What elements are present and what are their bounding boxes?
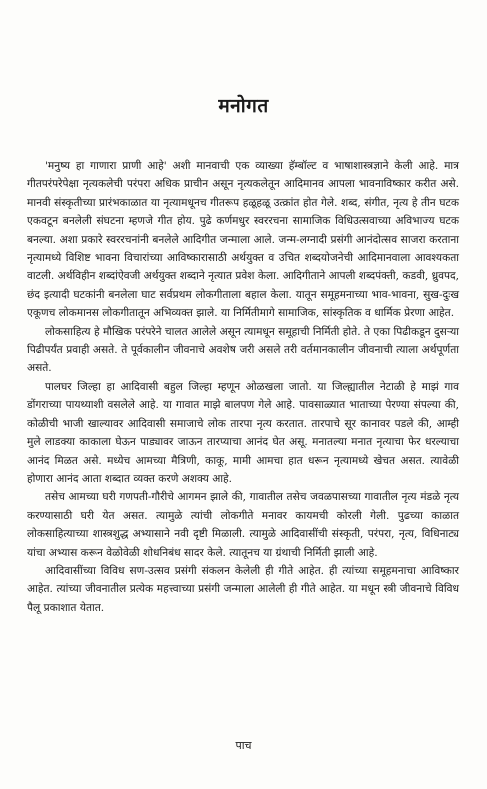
preface-body <box>27 157 459 617</box>
paragraph-2: लोकसाहित्य हे मौखिक परंपरेने चालत आलेले असून त्यामधून समूहाची निर्मिती होते. ते एका पिढीकडून दुसऱ्या पिढीपर्यंत प्रवाही असते. ते पूर्वकालीन जीवनाचे अवशेष जरी असले तरी वर्तमानकालीन जीवनाची त्याला अर्थपूर्णता असते. <box>27 325 459 375</box>
page-number: पाच <box>235 739 252 752</box>
paragraph-5: आदिवासींच्या विविध सण-उत्सव प्रसंगी संकलन केलेली ही गीते आहेत. ही त्यांच्या समूहमनाचा आविष्कार आहेत. त्यांच्या जीवनातील प्रत्येक महत्त्वाच्या प्रसंगी जन्माला आलेली ही गीते आहेत. या मधून स्त्री जीवनाचे विविध पैलू प्रकाशात येतात. <box>27 564 459 614</box>
paragraph-3: पालघर जिल्हा हा आदिवासी बहुल जिल्हा म्हणून ओळखला जातो. या जिल्ह्यातील नेटाळी हे माझं गाव डोंगराच्या पायथ्याशी वसलेले आहे. या गावात माझे बालपण गेले आहे. पावसाळ्यात भाताच्या पेरण्या संपल्या की, कोळीची भाजी खाल्यावर आदिवासी समाजाचे लोक तारपा नृत्य करतात. तारपाचे सूर कानावर पडले की, आम्ही मुले लाडक्या काकाला घेऊन पाड्यावर जाऊन तारप्याचा आनंद घेत असू. मनातल्या मनात नृत्याचा फेर धरल्याचा आनंद मिळत असे. मध्येच आमच्या मैत्रिणी, काकू, मामी आमचा हात धरून नृत्यामध्ये खेचत असत. त्यावेळी होणारा आनंद आता शब्दात व्यक्त करणे अशक्य आहे. <box>27 380 459 485</box>
paragraph-4: तसेच आमच्या घरी गणपती-गौरीचे आगमन झाले की, गावातील तसेच जवळपासच्या गावातील नृत्य मंडळे नृत्य करण्यासाठी घरी येत असत. त्यामुळे त्यांची लोकगीते मनावर कायमची कोरली गेली. पुढच्या काळात लोकसाहित्याच्या शास्त्रशुद्ध अभ्यासाने नवी दृष्टी मिळाली. त्यामुळे आदिवासींची संस्कृती, परंपरा, नृत्य, विधिनाट्य यांचा अभ्यास करून वेळोवेळी शोधनिबंध सादर केले. त्यातूनच या ग्रंथाची निर्मिती झाली आहे. <box>27 491 459 559</box>
page-title: मनोगत <box>218 95 269 117</box>
paragraph-1: 'मनुष्य हा गाणारा प्राणी आहे' अशी मानवाची एक व्याख्या हॅम्बॉल्ट व भाषाशास्त्रज्ञाने केली आहे. मात्र गीतपरंपरेपेक्षा नृत्यकलेची परंपरा अधिक प्राचीन असून नृत्यकलेतून आदिमानव आपला भावनाविष्कार करीत असे. मानवी संस्कृतीच्या प्रारंभकाळात या नृत्यामधूनच गीतरूप हळूहळू उत्क्रांत होत गेले. शब्द, संगीत, नृत्य हे तीन घटक एकवटून बनलेली संघटना म्हणजे गीत होय. पुढे कर्णमधुर स्वररचना सामाजिक विधिउत्सवाच्या अविभाज्य घटक बनल्या. अशा प्रकारे स्वररचनांनी बनलेले आदिगीत जन्माला आले. जन्म-लग्नादी प्रसंगी आनंदोत्सव साजरा करताना नृत्यामध्ये विशिष्ट भावना विचारांच्या आविष्कारासाठी अर्थयुक्त व उचित शब्दयोजनेची आदिमानवाला आवश्यकता वाटली. अर्थविहीन शब्दांऐवजी अर्थयुक्त शब्दाने नृत्यात प्रवेश केला. आदिगीताने आपली शब्दपंक्ती, कडवी, ध्रुवपद, छंद इत्यादी घटकांनी बनलेला घाट सर्वप्रथम लोकगीताला बहाल केला. यातून समूहमनाच्या भाव-भावना, सुख-दुःख एकूणच लोकमानस लोकगीतातून अभिव्यक्त झाले. या निर्मितीमागे सामाजिक, सांस्कृतिक व धार्मिक प्रेरणा आहेत. <box>27 160 459 320</box>
